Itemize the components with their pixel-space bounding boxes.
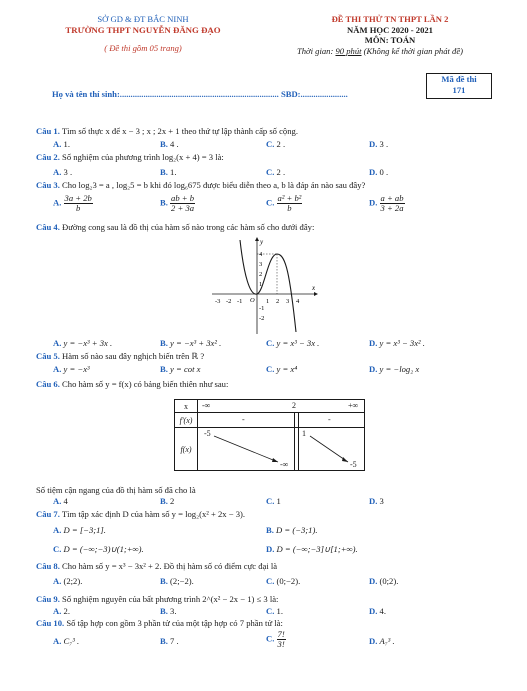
question-4: Câu 4. Đường cong sau là đồ thị của hàm số nào trong các hàm số cho dưới đây: [36, 222, 315, 232]
q4-option-c[interactable]: C. y = x³ − 3x . [266, 338, 320, 348]
y-tick: 3 [259, 261, 263, 268]
q3-option-a[interactable]: A. $\frac{3a + 2b}{b}$ [53, 193, 92, 213]
bbt-sign: - [328, 415, 331, 424]
q3-option-c[interactable]: C. $\frac{\text{a² + b²}}{b}$ [266, 193, 302, 213]
exam-code-value: 171 [452, 85, 466, 95]
q8-option-a[interactable]: A. (2;2). [53, 576, 83, 586]
bbt-f-value: -∞ [280, 460, 289, 469]
y-tick: 4 [259, 251, 263, 258]
question-2: Câu 2. Số nghiệm của phương trình log₂(x + 4) = 3 là: [36, 152, 224, 162]
q4-option-b[interactable]: B. y = −x³ + 3x² . [160, 338, 222, 348]
q6-option-d[interactable]: D. 3 [369, 496, 384, 506]
x-tick: -2 [226, 298, 232, 305]
school-header [48, 14, 238, 54]
bbt-f-header: f(x) [175, 428, 198, 471]
exam-header [290, 14, 490, 56]
y-axis-label: y [260, 238, 264, 246]
q5-option-c[interactable]: C. y = x⁴ [266, 364, 298, 374]
x-axis-arrow [314, 292, 318, 296]
question-3: Câu 3. Cho log₂3 = a , log₂5 = b khi đó log₆675 được biểu diễn theo a, b là đáp án nào sau đây? [36, 180, 366, 190]
q4-option-a[interactable]: A. y = −x³ + 3x . [53, 338, 113, 348]
q1-option-d[interactable]: D. 3 . [369, 139, 389, 149]
q2-option-b[interactable]: B. 1. [160, 167, 177, 177]
q9-option-c[interactable]: C. 1. [266, 606, 283, 616]
q8-option-d[interactable]: D. (0;2). [369, 576, 399, 586]
y-axis-arrow [255, 237, 259, 241]
y-tick: -2 [259, 315, 265, 322]
fraction: $\frac{a + ab}{3 + 2a}$ [380, 193, 404, 213]
decreasing-arrow [214, 436, 278, 462]
y-tick: 1 [259, 281, 263, 288]
bbt-f-value: -5 [350, 460, 357, 469]
question-6-prompt: Số tiệm cận ngang của đồ thị hàm số đã cho là [36, 485, 196, 495]
y-tick: 2 [259, 271, 263, 278]
pages-note: ( Đề thi gồm 05 trang) [104, 43, 182, 53]
q5-option-a[interactable]: A. y = −x³ [53, 364, 90, 374]
x-tick: 2 [276, 298, 280, 305]
bbt-sign: - [242, 415, 245, 424]
student-info-line: Họ và tên thí sinh:.......................................................................... SBD:...................... [52, 89, 348, 99]
q7-option-c[interactable]: C. D = (−∞;−3)∪(1;+∞). [53, 544, 144, 554]
q1-option-a[interactable]: A. 1. [53, 139, 70, 149]
q9-option-d[interactable]: D. 4. [369, 606, 386, 616]
question-1: Câu 1. Tìm số thực x để x − 3 ; x ; 2x + 1 theo thứ tự lập thành cấp số cộng. [36, 126, 298, 136]
double-bar [294, 412, 299, 428]
q1-option-b[interactable]: B. 4 . [160, 139, 179, 149]
variation-table [174, 399, 365, 471]
exam-title: ĐỀ THI THỬ TN THPT LẦN 2 [331, 14, 449, 24]
q5-option-b[interactable]: B. y = cot x [160, 364, 201, 374]
question-10: Câu 10. Số tập hợp con gồm 3 phần tử của một tập hợp có 7 phần tử là: [36, 618, 283, 628]
bbt-f-value: -5 [204, 429, 211, 438]
q7-option-b[interactable]: B. D = (−3;1). [266, 525, 318, 535]
origin-label: O [250, 297, 255, 304]
decreasing-arrow [310, 436, 348, 462]
exam-time: Thời gian: 90 phút (Không kể thời gian phát đề) [296, 45, 464, 56]
q8-option-b[interactable]: B. (2;−2). [160, 576, 194, 586]
question-5: Câu 5. Hàm số nào sau đây nghịch biến trên ℝ ? [36, 351, 205, 361]
x-tick: 3 [286, 298, 290, 305]
q7-option-a[interactable]: A. D = [−3;1]. [53, 525, 106, 535]
x-axis-label: x [312, 284, 316, 292]
exam-code-box [426, 73, 492, 99]
bbt-x-row [198, 400, 365, 413]
school-year: NĂM HỌC 2020 - 2021 [347, 24, 433, 35]
x-tick: -3 [215, 298, 221, 305]
q2-option-c[interactable]: C. 2 . [266, 167, 286, 177]
q3-option-b[interactable]: B. $\frac{ab + b}{2 + 3a}$ [160, 193, 195, 213]
bbt-x-header: x [175, 400, 198, 413]
question-9: Câu 9. Số nghiệm nguyên của bất phương trình 2^(x² − 2x − 1) ≤ 3 là: [36, 594, 279, 604]
bbt-x-value: 2 [292, 401, 296, 410]
q6-option-b[interactable]: B. 2 [160, 496, 175, 506]
fraction: $\frac{\text{a² + b²}}{b}$ [277, 193, 302, 213]
bbt-arrows [198, 428, 364, 470]
q8-option-c[interactable]: C. (0;−2). [266, 576, 301, 586]
bbt-x-value: -∞ [202, 401, 211, 410]
fraction: $\frac{7!}{3!}$ [277, 629, 285, 649]
curve [240, 240, 296, 332]
fraction: $\frac{ab + b}{2 + 3a}$ [171, 193, 195, 213]
q2-option-d[interactable]: D. 0 . [369, 167, 389, 177]
school-name: TRƯỜNG THPT NGUYỄN ĐĂNG ĐẠO [65, 25, 221, 35]
question-6: Câu 6. Cho hàm số y = f(x) có bảng biến thiên như sau: [36, 379, 229, 389]
x-tick: 1 [266, 298, 270, 305]
x-tick: 4 [296, 298, 300, 305]
question-8: Câu 8. Cho hàm số y = x³ − 3x² + 2. Đồ thị hàm số có điểm cực đại là [36, 561, 278, 571]
bbt-f-row [198, 428, 365, 471]
fraction: $\frac{3a + 2b}{b}$ [64, 193, 92, 213]
x-tick: -1 [237, 298, 243, 305]
q7-option-d[interactable]: D. D = (−∞;−3]∪[1;+∞). [266, 544, 358, 554]
q5-option-d[interactable]: D. y = −log₂ x [369, 364, 420, 374]
q1-option-c[interactable]: C. 2 . [266, 139, 286, 149]
exam-code-label: Mã đề thi [441, 74, 477, 84]
question-7: Câu 7. Tìm tập xác định D của hàm số y = log₂(x² + 2x − 3). [36, 509, 246, 519]
bbt-x-value: +∞ [348, 401, 359, 410]
arrow-head [342, 457, 348, 462]
q2-option-a[interactable]: A. 3 . [53, 167, 73, 177]
arrow-head [272, 458, 278, 462]
q10-option-c[interactable]: C. $\frac{7!}{3!}$ [266, 629, 285, 649]
q10-option-b[interactable]: B. 7 . [160, 636, 179, 646]
subject: MÔN: TOÁN [364, 35, 416, 45]
q10-option-d[interactable]: D. A₇³ . [369, 636, 395, 646]
q4-option-d[interactable]: D. y = x³ − 3x² . [369, 338, 425, 348]
q10-option-a[interactable]: A. C₇³ . [53, 636, 80, 646]
q3-option-d[interactable]: D. $\frac{a + ab}{3 + 2a}$ [369, 193, 404, 213]
cubic-graph [210, 236, 320, 336]
department: SỞ GD & ĐT BẮC NINH [97, 14, 189, 24]
y-tick: -1 [259, 305, 265, 312]
bbt-f-value: 1 [302, 429, 306, 438]
bbt-fprime-row [198, 413, 365, 428]
q9-option-b[interactable]: B. 3. [160, 606, 177, 616]
bbt-fprime-header: f'(x) [175, 413, 198, 428]
q6-option-c[interactable]: C. 1 [266, 496, 281, 506]
q9-option-a[interactable]: A. 2. [53, 606, 70, 616]
q6-option-a[interactable]: A. 4 [53, 496, 68, 506]
